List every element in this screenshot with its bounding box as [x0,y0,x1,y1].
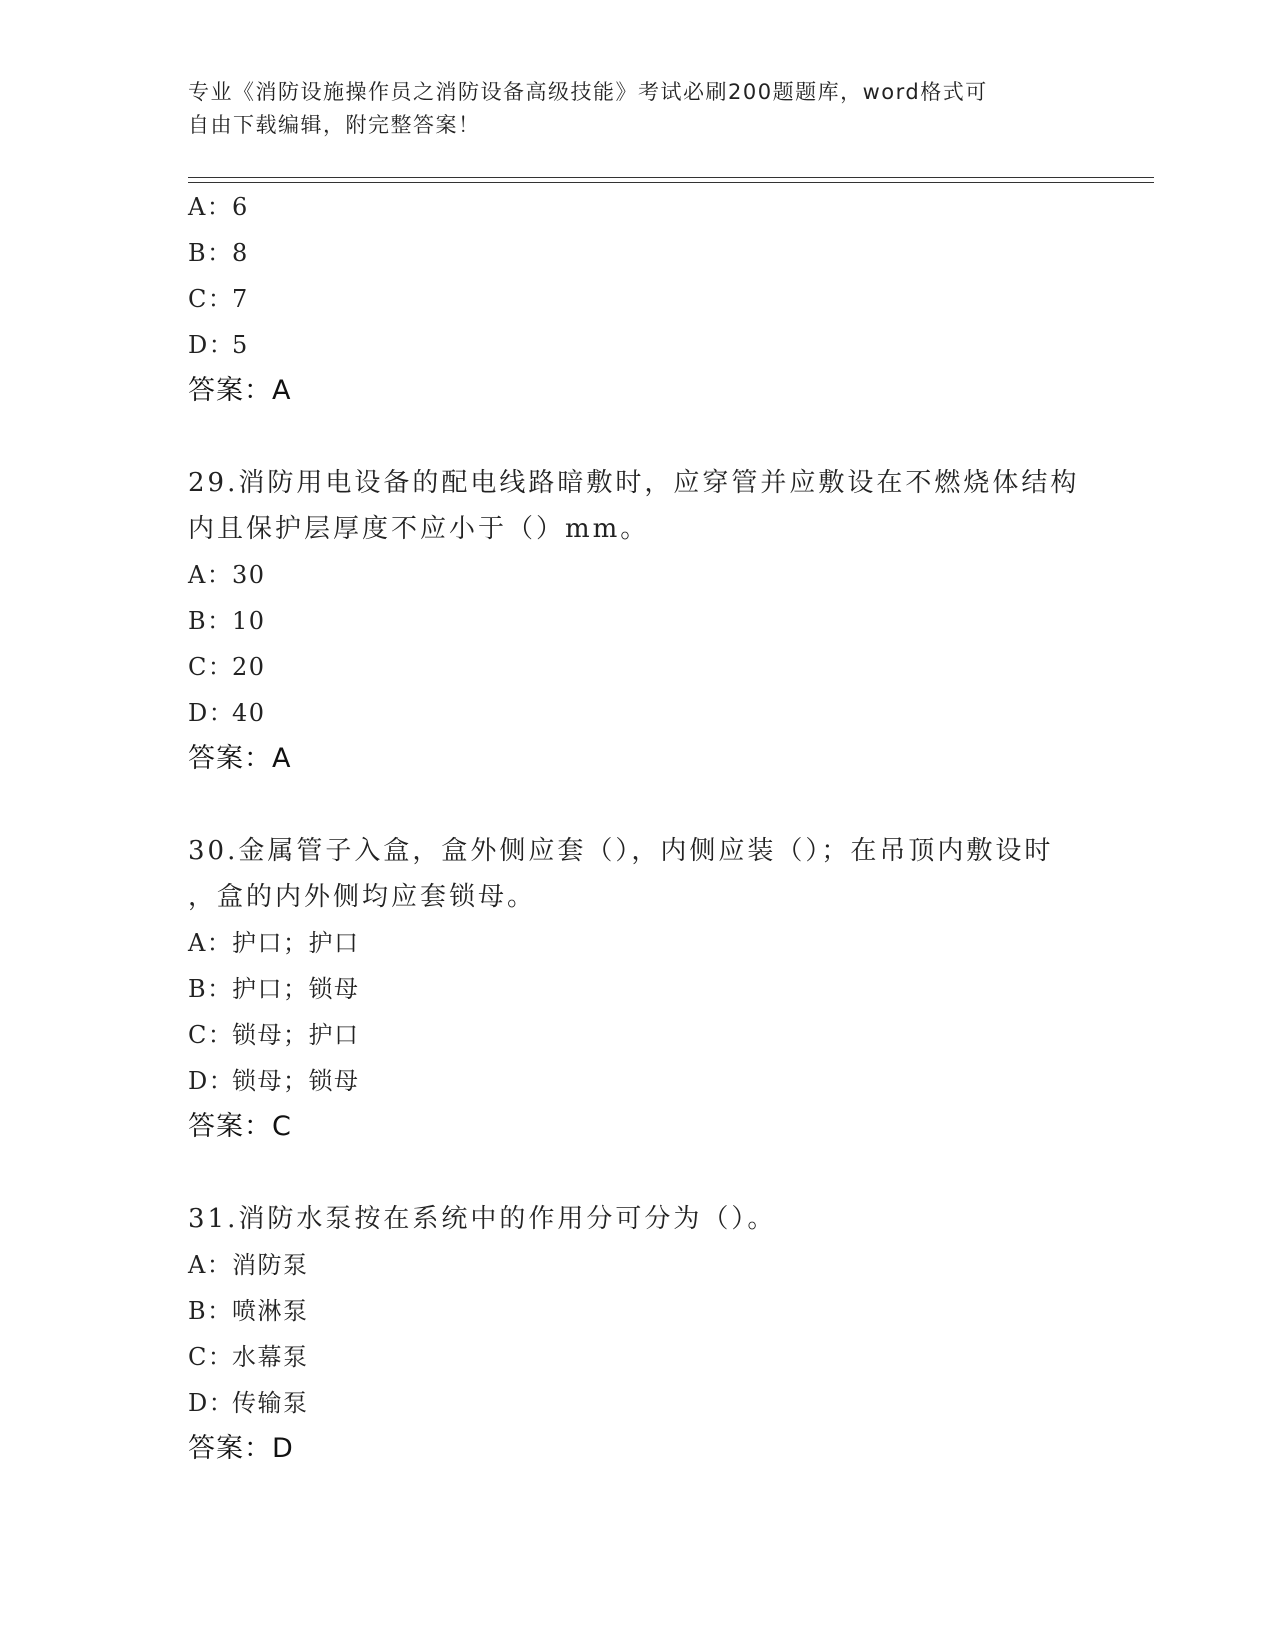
option-b [188,974,1088,1020]
option-label: C： [188,1021,234,1049]
option-c [188,1020,1088,1066]
question-block-29 [188,468,1088,790]
question-text-line: 29.消防用电设备的配电线路暗敷时，应穿管并应敷设在不燃烧体结构 [188,468,1080,498]
option-text: 20 [232,653,266,681]
option-label: D： [188,1067,235,1095]
option-c [188,652,1088,698]
option-text: 10 [232,607,266,635]
option-text: 消防泵 [232,1251,309,1279]
header-divider-bottom [188,182,1154,183]
option-label: C： [188,285,234,313]
question-text-line: ，盒的内外侧均应套锁母。 [188,882,537,912]
option-text: 护口；锁母 [232,975,360,1003]
option-label: B： [188,607,233,635]
option-label: B： [188,1297,233,1325]
option-text: 40 [232,699,266,727]
option-a [188,560,1088,606]
option-text: 7 [232,285,249,313]
header-divider-top [188,177,1154,178]
option-text: 6 [232,193,249,221]
option-label: C： [188,653,234,681]
answer-line: 答案：A [188,375,292,406]
option-label: A： [188,1251,233,1279]
answer-line: 答案：D [188,1433,294,1464]
option-label: C： [188,1343,234,1371]
option-d [188,330,1088,376]
option-label: A： [188,561,233,589]
option-label: D： [188,1389,235,1417]
option-d [188,1388,1088,1434]
option-a [188,928,1088,974]
option-b [188,606,1088,652]
option-c [188,1342,1088,1388]
question-text-line: 30.金属管子入盒，盒外侧应套（），内侧应装（）；在吊顶内敷设时 [188,836,1054,866]
option-text: 锁母；护口 [232,1021,360,1049]
option-label: A： [188,193,233,221]
option-text: 5 [232,331,249,359]
option-b [188,238,1088,284]
option-text: 护口；护口 [232,929,360,957]
question-block-31 [188,1204,1088,1480]
option-a [188,192,1088,238]
question-text-line: 内且保护层厚度不应小于（）mm。 [188,514,650,544]
option-text: 8 [232,239,249,267]
option-text: 30 [232,561,266,589]
question-text-line: 31.消防水泵按在系统中的作用分可分为（）。 [188,1204,777,1234]
question-block-30 [188,836,1088,1158]
option-text: 喷淋泵 [232,1297,309,1325]
option-d [188,1066,1088,1112]
question-block-partial [188,192,1088,422]
option-label: B： [188,239,233,267]
option-label: D： [188,699,235,727]
option-text: 传输泵 [232,1389,309,1417]
question-list [188,192,1088,1480]
option-label: A： [188,929,233,957]
option-c [188,284,1088,330]
option-label: B： [188,975,233,1003]
header-line-1: 专业《消防设施操作员之消防设备高级技能》考试必刷200题题库，word格式可 [188,80,988,104]
header-line-2: 自由下载编辑，附完整答案！ [188,113,481,137]
document-header [188,76,1088,142]
option-b [188,1296,1088,1342]
option-a [188,1250,1088,1296]
option-d [188,698,1088,744]
answer-line: 答案：A [188,743,292,774]
option-label: D： [188,331,235,359]
answer-line: 答案：C [188,1111,292,1142]
option-text: 水幕泵 [232,1343,309,1371]
option-text: 锁母；锁母 [232,1067,360,1095]
